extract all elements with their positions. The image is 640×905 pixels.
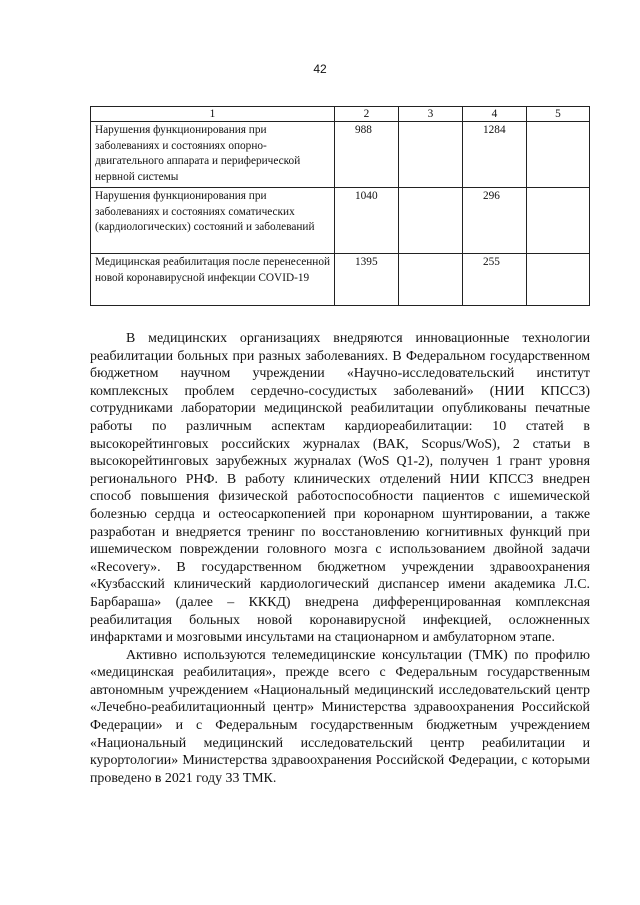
row-value-cell xyxy=(399,122,463,188)
row-value-cell: 255 xyxy=(463,254,527,306)
table-row xyxy=(91,122,590,188)
row-value-cell xyxy=(527,188,590,254)
row-value-cell xyxy=(527,122,590,188)
page-number: 42 xyxy=(313,62,327,76)
rehabilitation-table xyxy=(90,106,590,306)
row-name-cell: Нарушения функционирования при заболеваниях и состояниях опорно-двигательного аппарата и периферической нервной системы xyxy=(91,122,335,188)
table-row xyxy=(91,188,590,254)
paragraph: В медицинских организациях внедряются инновационные технологии реабилитации больных при разных заболеваниях. В Федеральном государственном бюджетном научном учреждении «Научно-исследовательский институт комплексных проблем сердечно-сосудистых заболеваний» (НИИ КПССЗ) сотрудниками лаборатории медицинской реабилитации опубликованы печатные работы по различным аспектам кардиореабилитации: 10 статей в высокорейтинговых российских журналах (ВАК, Scopus/WoS), 2 статьи в высокорейтинговых зарубежных журналах (WoS Q1-2), получен 1 грант уровня регионального РНФ. В работу клинических отделений НИИ КПССЗ внедрен способ повышения физической работоспособности пациентов с ишемической болезнью сердца и остеосаркопенией при коронарном шунтировании, а также разработан и внедряется тренинг по восстановлению когнитивных функций при ишемическом повреждении головного мозга с использованием двойной задачи «Recovery». В государственном бюджетном учреждении здравоохранения «Кузбасский клинический кардиологический диспансер имени академика Л.С. Барбараша» (далее – КККД) внедрена дифференцированная комплексная реабилитация больных новой коронавирусной инфекцией, осложненных инфарктами и мозговыми инсультами на стационарном и амбулаторном этапе. xyxy=(90,331,590,646)
table-header-cell: 4 xyxy=(463,107,527,122)
table-row xyxy=(91,254,590,306)
row-value-cell xyxy=(527,254,590,306)
row-value-cell: 296 xyxy=(463,188,527,254)
row-value-cell xyxy=(399,254,463,306)
row-value-cell: 1040 xyxy=(335,188,399,254)
row-value-cell xyxy=(399,188,463,254)
body-text xyxy=(90,330,590,787)
paragraph: Активно используются телемедицинские консультации (ТМК) по профилю «медицинская реабилитация», прежде всего с Федеральным государственным автономным учреждением «Национальный медицинский исследовательский центр «Лечебно-реабилитационный центр» Министерства здравоохранения Российской Федерации» и с Федеральным государственным бюджетным учреждением «Национальный медицинский исследовательский центр реабилитации и курортологии» Министерства здравоохранения Российской Федерации, с которыми проведено в 2021 году 33 ТМК. xyxy=(90,647,590,786)
row-name-cell: Нарушения функционирования при заболеваниях и состояниях соматических (кардиологических) состояний и заболеваний xyxy=(91,188,335,254)
table-header-cell: 1 xyxy=(91,107,335,122)
row-value-cell: 988 xyxy=(335,122,399,188)
table-header-cell: 2 xyxy=(335,107,399,122)
row-value-cell: 1284 xyxy=(463,122,527,188)
table-header-row xyxy=(91,107,590,122)
table-header-cell: 5 xyxy=(527,107,590,122)
row-value-cell: 1395 xyxy=(335,254,399,306)
row-name-cell: Медицинская реабилитация после перенесенной новой коронавирусной инфекции COVID-19 xyxy=(91,254,335,306)
table-header-cell: 3 xyxy=(399,107,463,122)
